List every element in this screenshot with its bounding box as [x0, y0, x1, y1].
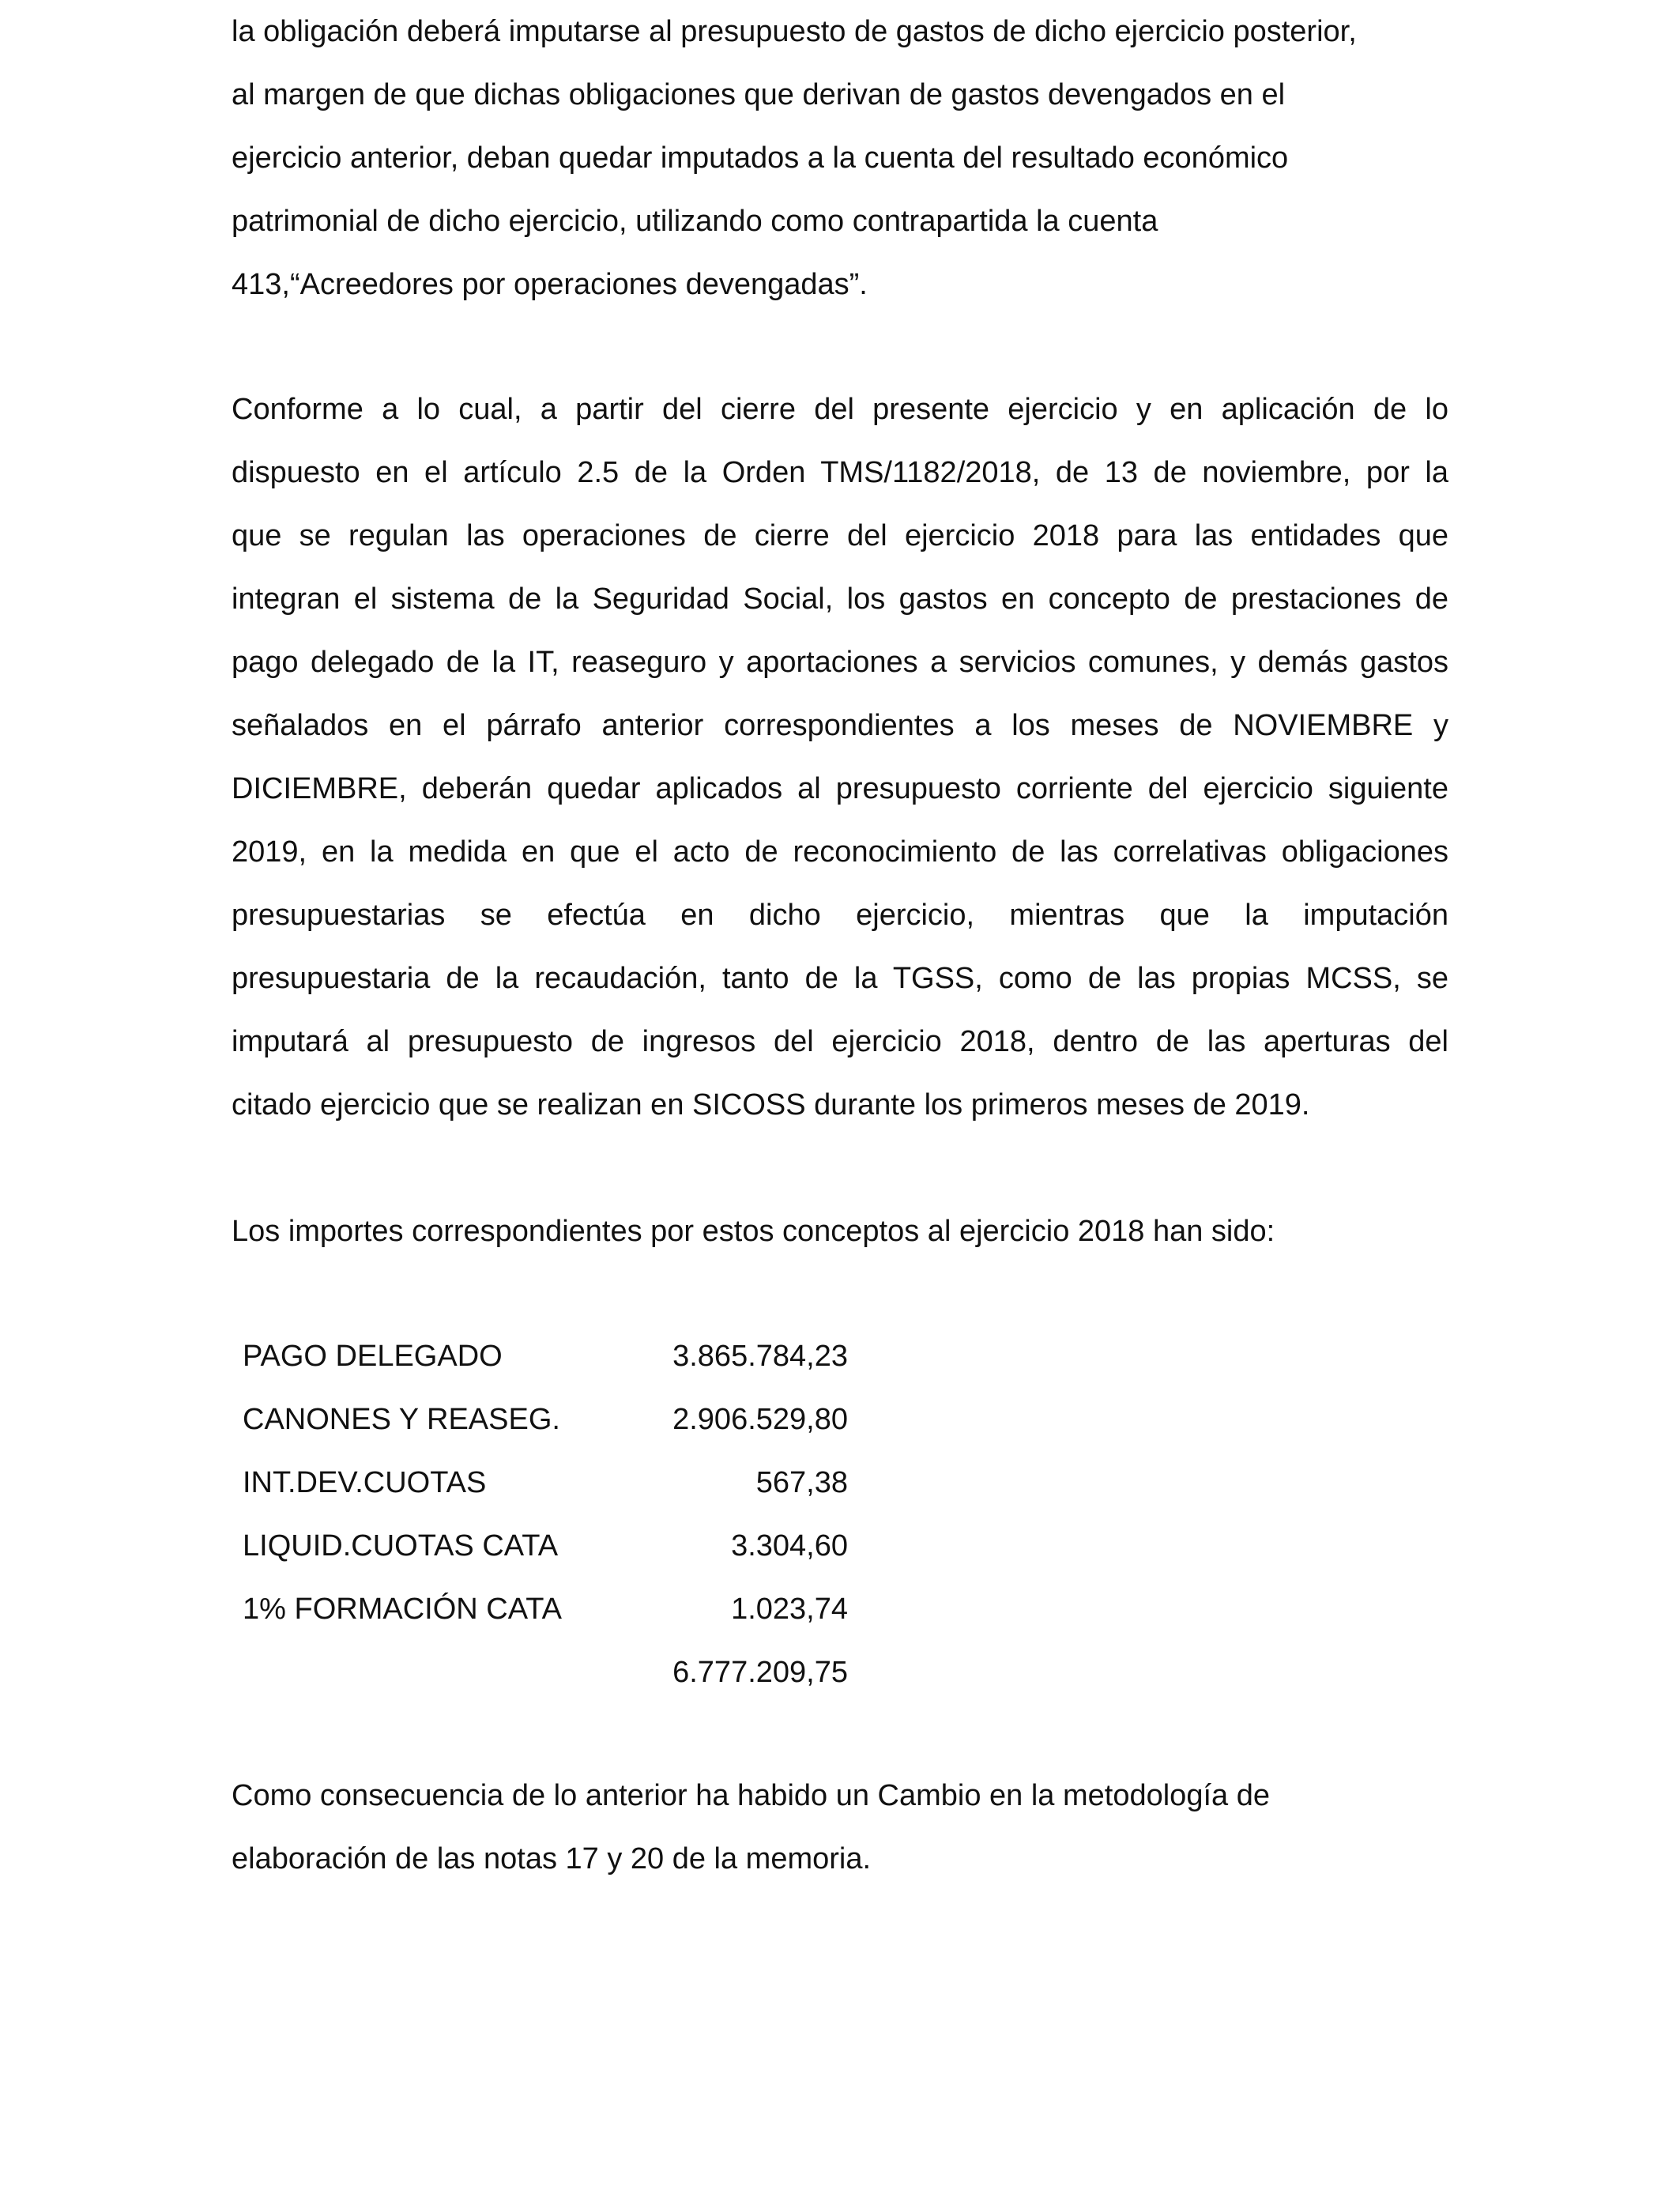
paragraph-consecuencia: [232, 1764, 1448, 1891]
text-line: patrimonial de dicho ejercicio, utilizando como contrapartida la cuenta: [232, 205, 1158, 238]
text-line: dispuesto en el artículo 2.5 de la Orden TMS/1182/2018, de 13 de noviembre, por la: [232, 456, 1448, 489]
text-line: elaboración de las notas 17 y 20 de la memoria.: [232, 1842, 872, 1875]
paragraph-importes-intro: [232, 1200, 1448, 1263]
amount-row-canones: [232, 1388, 848, 1451]
text-line: Conforme a lo cual, a partir del cierre del presente ejercicio y en aplicación de lo: [232, 393, 1448, 426]
amount-label: INT.DEV.CUOTAS: [243, 1466, 487, 1499]
amount-row-liquid-cuotas: [232, 1514, 848, 1578]
text-line: que se regulan las operaciones de cierre del ejercicio 2018 para las entidades que: [232, 519, 1448, 552]
text-line: presupuestaria de la recaudación, tanto de la TGSS, como de las propias MCSS, se: [232, 962, 1448, 995]
amount-label: 1% FORMACIÓN CATA: [243, 1593, 562, 1626]
text-line: la obligación deberá imputarse al presupuesto de gastos de dicho ejercicio posterior,: [232, 15, 1357, 48]
paragraph-obligacion: [232, 0, 1448, 316]
paragraph-conforme: [232, 378, 1448, 1137]
text-line: Los importes correspondientes por estos conceptos al ejercicio 2018 han sido:: [232, 1215, 1275, 1248]
text-line: imputará al presupuesto de ingresos del ejercicio 2018, dentro de las aperturas del: [232, 1025, 1448, 1058]
text-line: señalados en el párrafo anterior correspondientes a los meses de NOVIEMBRE y: [232, 709, 1448, 742]
amount-value: 3.865.784,23: [672, 1340, 848, 1373]
amount-value: 2.906.529,80: [672, 1403, 848, 1436]
text-line: al margen de que dichas obligaciones que derivan de gastos devengados en el: [232, 78, 1286, 111]
amount-label: PAGO DELEGADO: [243, 1340, 503, 1373]
amount-row-formacion: [232, 1578, 848, 1641]
amount-value: 3.304,60: [731, 1529, 848, 1563]
amount-value: 567,38: [755, 1466, 848, 1499]
text-line: ejercicio anterior, deban quedar imputados a la cuenta del resultado económico: [232, 141, 1289, 175]
amount-row-int-dev-cuotas: [232, 1451, 848, 1514]
amount-label: CANONES Y REASEG.: [243, 1403, 560, 1436]
text-line: citado ejercicio que se realizan en SICOSS durante los primeros meses de 2019.: [232, 1088, 1310, 1122]
text-line: 2019, en la medida en que el acto de reconocimiento de las correlativas obligaciones: [232, 835, 1448, 869]
text-line: integran el sistema de la Seguridad Social, los gastos en concepto de prestaciones de: [232, 582, 1448, 616]
amount-total-value: 6.777.209,75: [672, 1656, 848, 1689]
amount-row-pago-delegado: [232, 1325, 848, 1388]
text-line: Como consecuencia de lo anterior ha habido un Cambio en la metodología de: [232, 1779, 1270, 1812]
amounts-table: [232, 1325, 848, 1704]
amount-label: LIQUID.CUOTAS CATA: [243, 1529, 559, 1563]
text-line: 413,“Acreedores por operaciones devengadas”.: [232, 268, 868, 301]
text-line: presupuestarias se efectúa en dicho ejercicio, mientras que la imputación: [232, 899, 1448, 932]
amount-value: 1.023,74: [731, 1593, 848, 1626]
text-line: DICIEMBRE, deberán quedar aplicados al presupuesto corriente del ejercicio siguiente: [232, 772, 1448, 805]
amount-row-total: [232, 1641, 848, 1704]
text-line: pago delegado de la IT, reaseguro y aportaciones a servicios comunes, y demás gastos: [232, 646, 1448, 679]
